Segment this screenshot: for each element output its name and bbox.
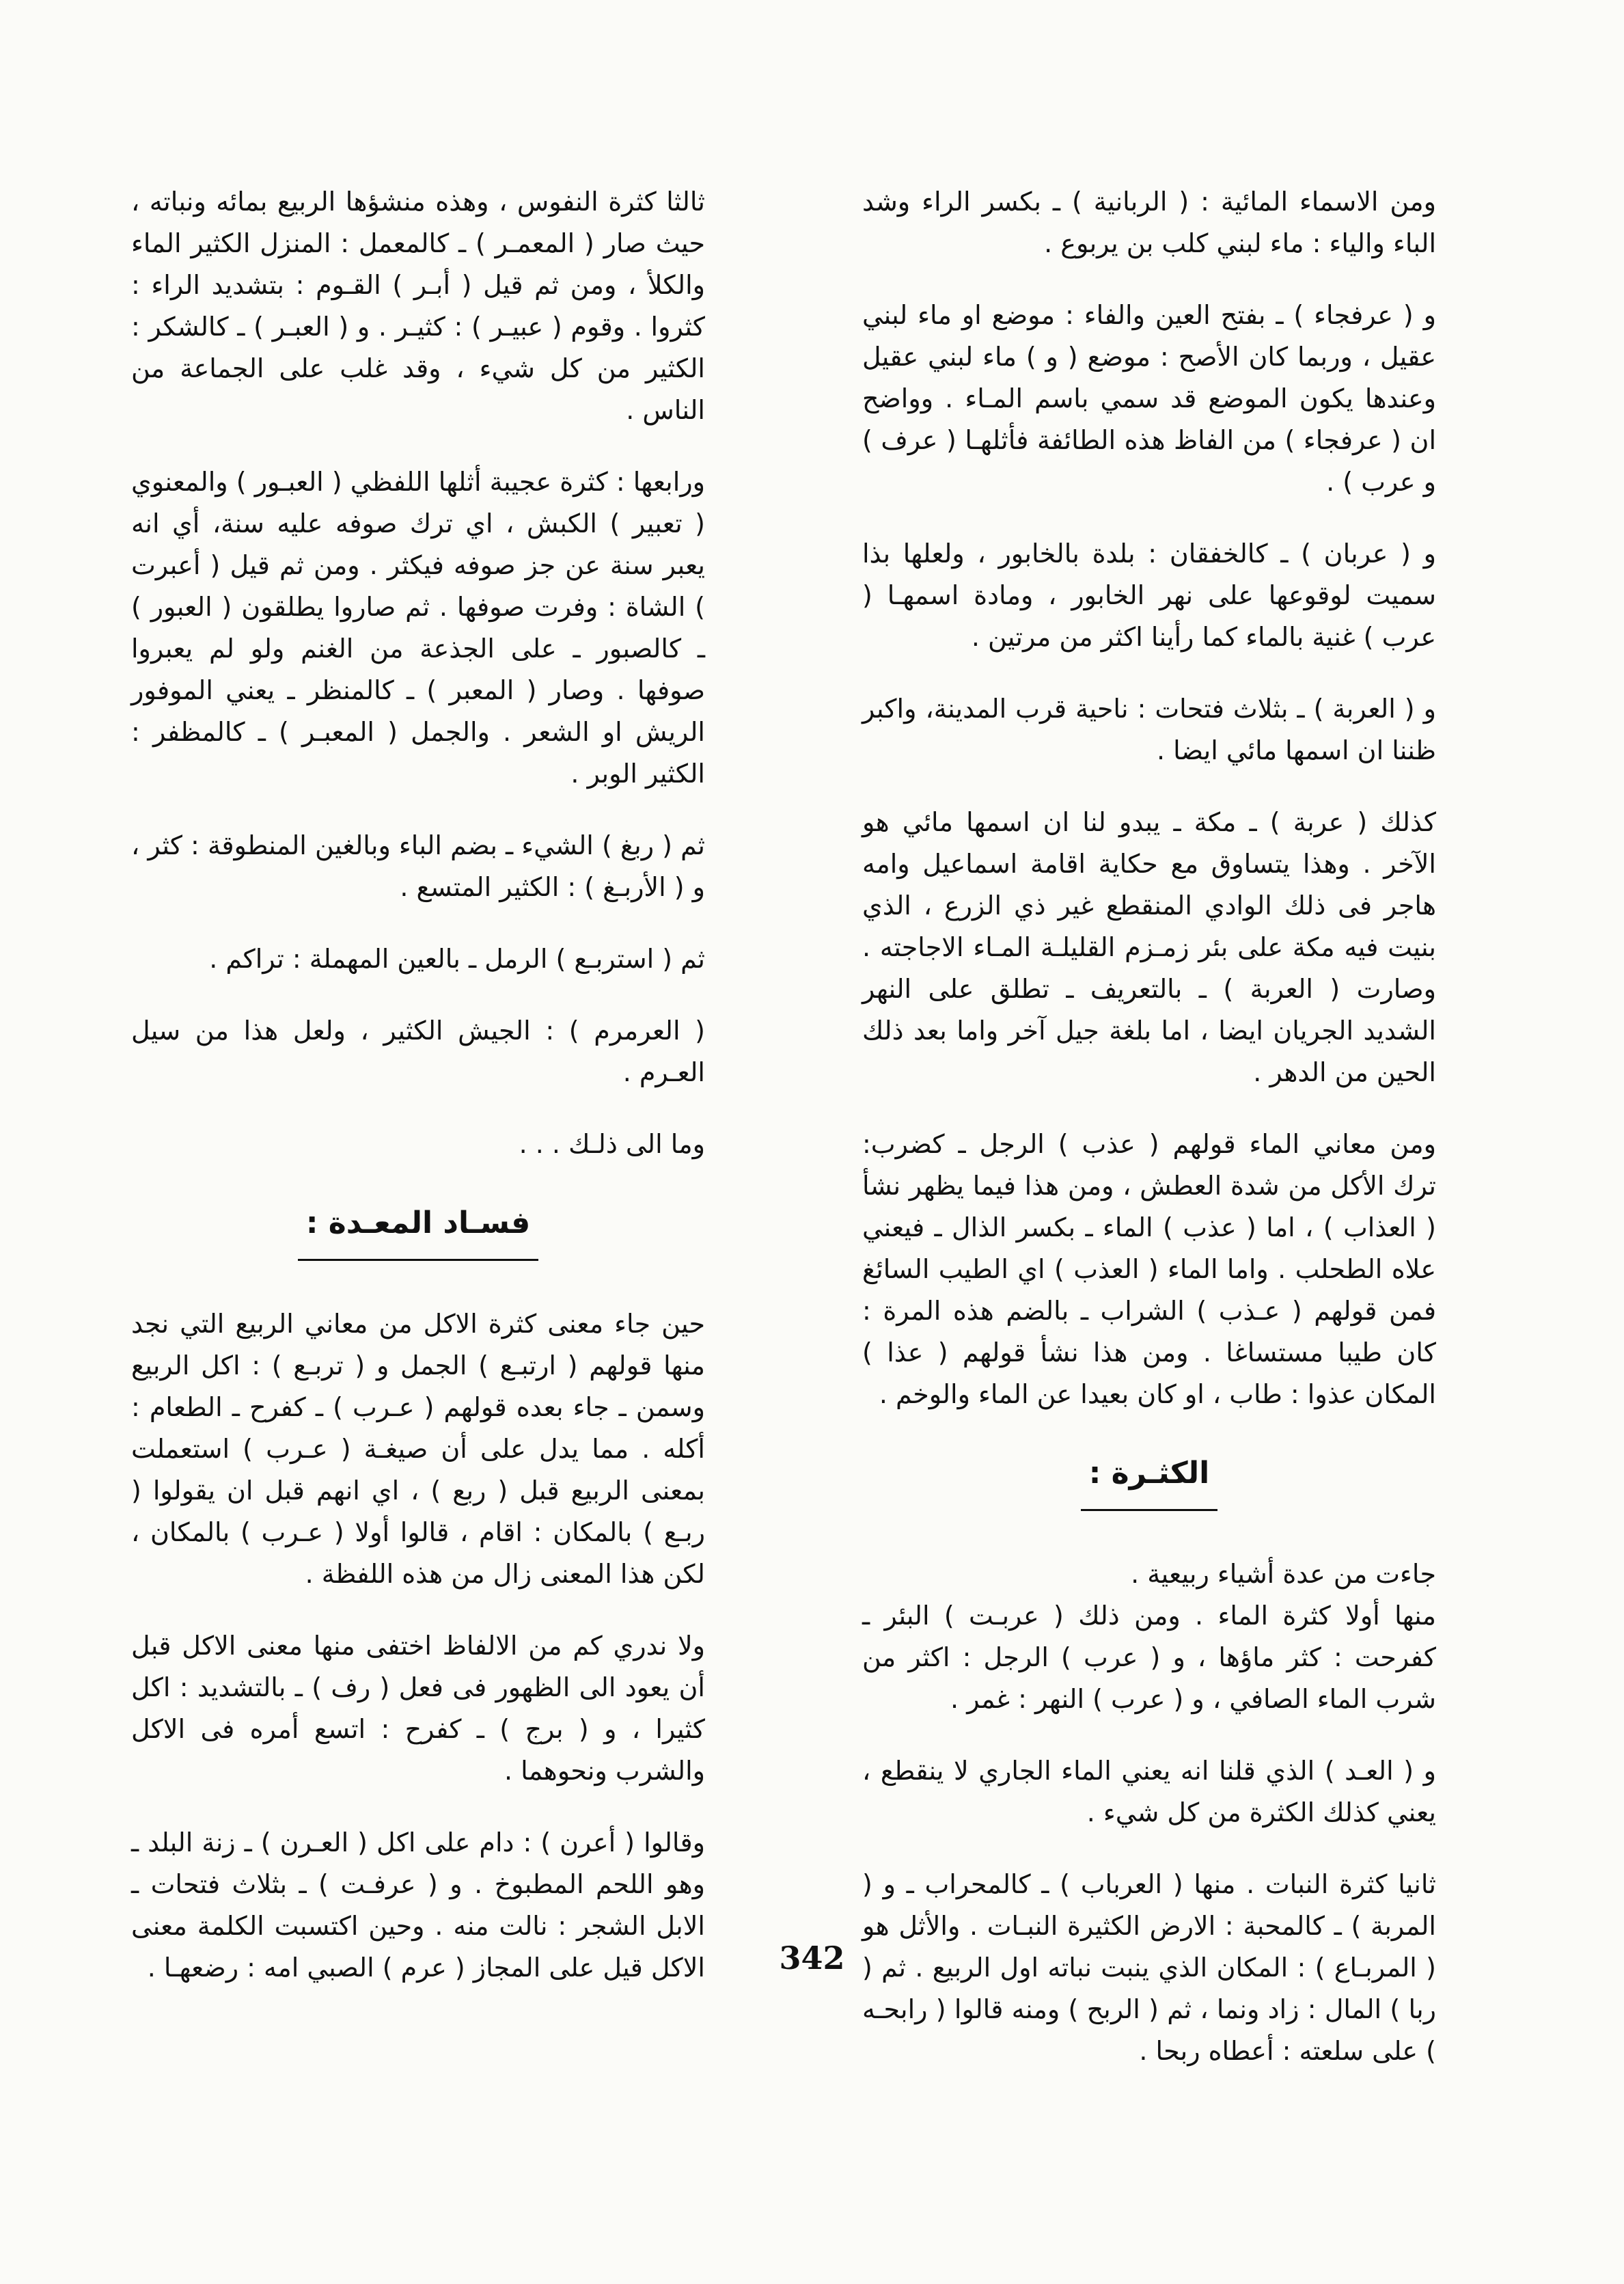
- right-column: [862, 181, 1436, 2102]
- paragraph: ومن معاني الماء قولهم ( عذب ) الرجل ـ كضرب: ترك الأكل من شدة العطش ، ومن هذا فيما يظهر نشأ ( العذاب ) ، اما ( عذب ) الماء ـ بكسر الذال ـ فيعني علاه الطحلب . واما الماء ( العذب ) اي الطيب السائغ فمن قولهم ( عـذب ) الشراب ـ بالضم هذه المرة : كان طيبا مستساغا . ومن هذا نشأ قولهم ( عذا ) المكان عذوا : طاب ، او كان بعيدا عن الماء والوخم .: [862, 1129, 1436, 1409]
- left-column: [131, 181, 705, 2019]
- paragraph: ولا ندري كم من الالفاظ اختفى منها معنى الاكل قبل أن يعود الى الظهور فى فعل ( رف ) ـ بالتشديد : اكل كثيرا ، و ( برج ) ـ كفرح : اتسع أمره فى الاكل والشرب ونحوهما .: [131, 1631, 705, 1786]
- paragraph: ثانيا كثرة النبات . منها ( العرباب ) ـ كالمحراب ـ و ( المربة ) ـ كالمحبة : الارض الكثيرة النبـات . والأثل هو ( المربـاع ) : المكان الذي ينبت نباته اول الربيع . ثم ( ربا ) المال : زاد ونما ، ثم ( الربح ) ومنه قالوا ( رابحـه ) على سلعته : أعطاه ربحا .: [862, 1869, 1436, 2066]
- paragraph: ثم ( استربـع ) الرمل ـ بالعين المهملة : تراكم .: [209, 944, 705, 974]
- section-heading: [131, 1202, 705, 1261]
- section-heading-text: فسـاد المعـدة :: [298, 1202, 538, 1261]
- page-number: 342: [779, 1940, 845, 1976]
- paragraph: و ( عرفجاء ) ـ بفتح العين والفاء : موضع او ماء لبني عقيل ، وربما كان الأصح : موضع ( و ) ماء لبني عقيل وعندها يكون الموضع قد سمي باسم المـاء . وواضح ان ( عرفجاء ) من الفاظ هذه الطائفة فأثلهـا ( عرف ) و عرب ) .: [862, 300, 1436, 497]
- paragraph: جاءت من عدة أشياء ربيعية .: [1131, 1559, 1436, 1589]
- paragraph: وما الى ذلـك . . .: [519, 1129, 705, 1159]
- paragraph: و ( العـد ) الذي قلنا انه يعني الماء الجاري لا ينقطع ، يعني كذلك الكثرة من كل شيء .: [862, 1756, 1436, 1827]
- paragraph: و ( عربان ) ـ كالخفقان : بلدة بالخابور ، ولعلها بذا سميت لوقوعها على نهر الخابور ، ومادة اسمهـا ( عرب ) غنية بالماء كما رأينا اكثر من مرتين .: [862, 539, 1436, 652]
- paragraph: ورابعها : كثرة عجيبة أثلها اللفظي ( العبـور ) والمعنوي ( تعبير ) الكبش ، اي ترك صوفه عليه سنة، أي انه يعبر سنة عن جز صوفه فيكثر . ومن ثم قيل ( أعبرت ) الشاة : وفرت صوفها . ثم صاروا يطلقون ( العبور ) ـ كالصبور ـ على الجذعة من الغنم ولو لم يعبروا صوفها . وصار ( المعبر ) ـ كالمنظر ـ يعني الموفور الريش او الشعر . والجمل ( المعبـر ) ـ كالمظفر : الكثير الوبر .: [131, 467, 705, 789]
- paragraph: ثالثا كثرة النفوس ، وهذه منشؤها الربيع بمائه ونباته ، حيث صار ( المعمـر ) ـ كالمعمل : المنزل الكثير الماء والكلأ ، ومن ثم قيل ( أبـر ) القـوم : بتشديد الراء : كثروا . وقوم ( عبيـر ) : كثيـر . و ( العبـر ) ـ كالشكر : الكثير من كل شيء ، وقد غلب على الجماعة من الناس .: [131, 187, 705, 425]
- section-heading: [862, 1452, 1436, 1511]
- paragraph: و ( العربة ) ـ بثلاث فتحات : ناحية قرب المدينة، واكبر ظننا ان اسمها مائي ايضا .: [862, 694, 1436, 765]
- paragraph: وقالوا ( أعرن ) : دام على اكل ( العـرن ) ـ زنة البلد ـ وهو اللحم المطبوخ . و ( عرفـت ) ـ بثلاث فتحات ـ الابل الشجر : نالت منه . وحين اكتسبت الكلمة معنى الاكل قيل على المجاز ( عرم ) الصبي امه : رضعهـا .: [131, 1827, 705, 1983]
- paragraph: ثم ( ربغ ) الشيء ـ بضم الباء وبالغين المنطوقة : كثر ، و ( الأربـغ ) : الكثير المتسع .: [131, 830, 705, 902]
- paragraph: حين جاء معنى كثرة الاكل من معاني الربيع التي نجد منها قولهم ( ارتبـع ) الجمل و ( تربـع ) : اكل الربيع وسمن ـ جاء بعده قولهم ( عـرب ) ـ كفرح ـ الطعام : أكله . مما يدل على أن صيغـة ( عـرب ) استعملت بمعنى الربيع قبل ( ربع ) ، اي انهم قبل ان يقولوا ( ربـع ) بالمكان : اقام ، قالوا أولا ( عـرب ) بالمكان ، لكن هذا المعنى زال من هذه اللفظة .: [131, 1309, 705, 1589]
- paragraph: كذلك ( عربة ) ـ مكة ـ يبدو لنا ان اسمها مائي هو الآخر . وهذا يتساوق مع حكاية اقامة اسماعيل وامه هاجر فى ذلك الوادي المنقطع غير ذي الزرع ، الذي بنيت فيه مكة على بئر زمـزم القليلـة المـاء الاجاجته . وصارت ( العربة ) ـ بالتعريف ـ تطلق على النهر الشديد الجريان ايضا ، اما بلغة جيل آخر واما بعد ذلك الحين من الدهر .: [862, 807, 1436, 1087]
- paragraph: ومن الاسماء المائية : ( الربانية ) ـ بكسر الراء وشد الباء والياء : ماء لبني كلب بن يربوع .: [862, 187, 1436, 258]
- paragraph: ( العرمرم ) : الجيش الكثير ، ولعل هذا من سيل العـرم .: [131, 1016, 705, 1087]
- section-heading-text: الكثـرة :: [1081, 1452, 1217, 1511]
- paragraph: منها أولا كثرة الماء . ومن ذلك ( عربـت ) البئر ـ كفرحت : كثر ماؤها ، و ( عرب ) الرجل : اكثر من شرب الماء الصافي ، و ( عرب ) النهر : غمر .: [862, 1601, 1436, 1714]
